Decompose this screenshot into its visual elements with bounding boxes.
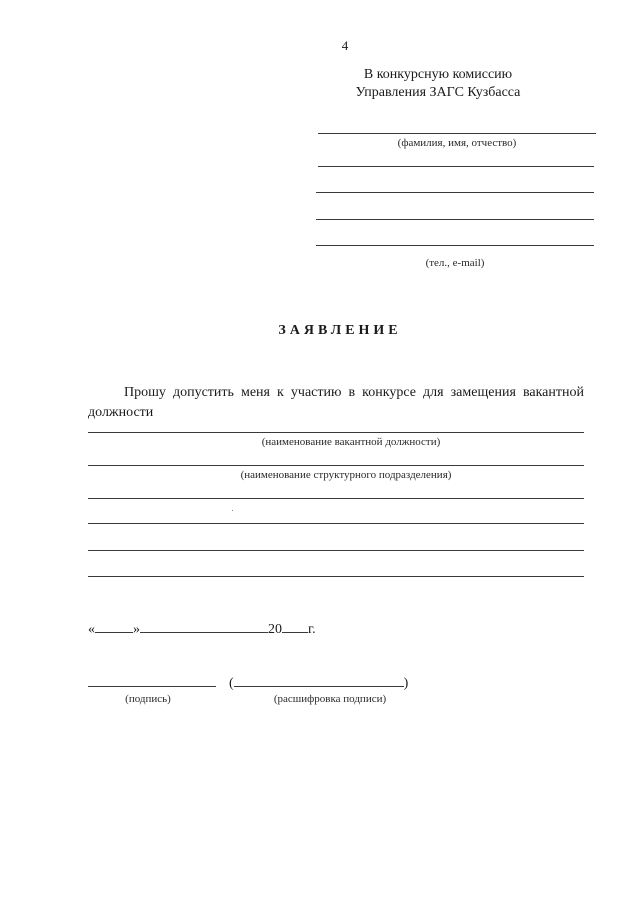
date-open-quote: « xyxy=(88,622,95,637)
fio-caption: (фамилия, имя, отчество) xyxy=(397,137,517,149)
month-field[interactable] xyxy=(140,620,268,633)
signature-decoding-field[interactable] xyxy=(234,674,404,687)
applicant-field-line-4[interactable] xyxy=(316,219,594,220)
department-field-line[interactable] xyxy=(88,465,584,466)
day-field[interactable] xyxy=(95,620,133,633)
application-text-content: Прошу допустить меня к участию в конкурсе для замещения вакантной должности xyxy=(88,385,584,420)
document-title: ЗАЯВЛЕНИЕ xyxy=(278,323,402,338)
date-line xyxy=(88,620,316,638)
applicant-field-line-2[interactable] xyxy=(318,166,594,167)
year-suffix: г. xyxy=(308,622,316,637)
addressee-line-2: Управления ЗАГС Кузбасса xyxy=(355,85,521,100)
position-field-line[interactable] xyxy=(88,432,584,433)
scan-speck xyxy=(232,510,233,511)
fio-field-line[interactable] xyxy=(318,133,596,134)
decoding-open-paren: ( xyxy=(229,676,234,691)
date-close-quote: » xyxy=(133,622,140,637)
applicant-field-line-3[interactable] xyxy=(316,192,594,193)
signature-caption: (подпись) xyxy=(125,693,171,705)
contact-field-line[interactable] xyxy=(316,245,594,246)
decoding-close-paren: ) xyxy=(403,676,409,691)
application-text xyxy=(88,383,584,423)
page-number: 4 xyxy=(341,38,349,53)
department-caption: (наименование структурного подразделения) xyxy=(240,469,452,481)
extra-field-line-4[interactable] xyxy=(88,576,584,577)
extra-field-line-1[interactable] xyxy=(88,498,584,499)
extra-field-line-2[interactable] xyxy=(88,523,584,524)
addressee-block xyxy=(320,66,556,102)
year-prefix: 20 xyxy=(268,622,282,637)
year-field[interactable] xyxy=(282,620,308,633)
signature-row xyxy=(88,674,408,692)
addressee-line-1: В конкурсную комиссию xyxy=(363,67,513,82)
signature-field[interactable] xyxy=(88,674,216,687)
extra-field-line-3[interactable] xyxy=(88,550,584,551)
decoding-caption: (расшифровка подписи) xyxy=(273,693,387,705)
position-caption: (наименование вакантной должности) xyxy=(261,436,441,448)
contact-caption: (тел., e-mail) xyxy=(425,257,485,269)
